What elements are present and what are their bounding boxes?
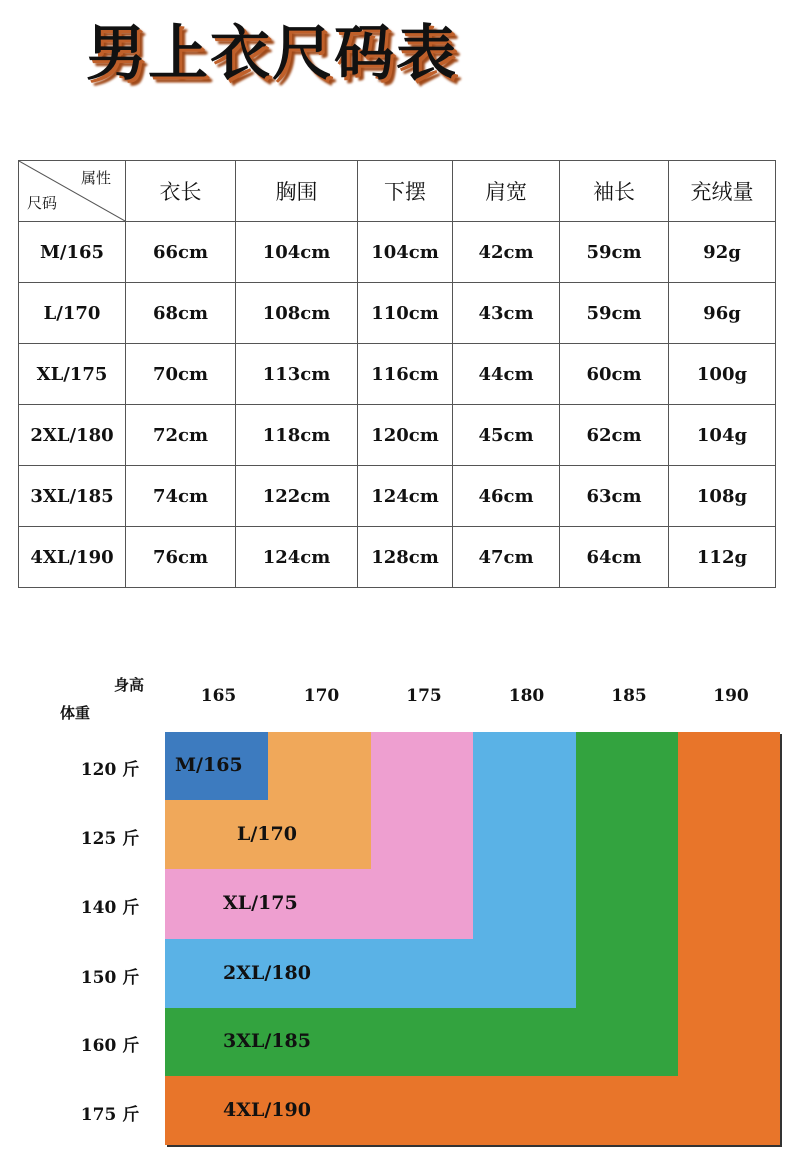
measurement-cell: 59cm (560, 222, 669, 283)
size-cell: M/165 (19, 222, 126, 283)
measurement-cell: 110cm (358, 283, 453, 344)
measurement-cell: 116cm (358, 344, 453, 405)
measurement-cell: 128cm (358, 527, 453, 588)
measurement-cell: 104cm (358, 222, 453, 283)
weight-axis-label: 体重 (60, 704, 91, 722)
column-header: 衣长 (126, 161, 236, 222)
height-axis-label: 身高 (114, 676, 145, 694)
height-tick-label: 190 (713, 686, 749, 706)
height-tick-label: 175 (406, 686, 442, 706)
measurement-cell: 104g (669, 405, 776, 466)
measurement-cell: 100g (669, 344, 776, 405)
table-row (19, 222, 776, 283)
measurement-cell: 74cm (126, 466, 236, 527)
table-row (19, 283, 776, 344)
measurement-cell: 43cm (453, 283, 560, 344)
height-tick-label: 165 (200, 686, 237, 706)
measurement-cell: 70cm (126, 344, 236, 405)
table-corner-cell (19, 161, 126, 222)
table-header-row (19, 161, 776, 222)
measurement-cell: 124cm (236, 527, 358, 588)
weight-tick-label: 175 斤 (80, 1104, 140, 1125)
size-table (18, 160, 776, 588)
column-header: 袖长 (560, 161, 669, 222)
measurement-cell: 59cm (560, 283, 669, 344)
corner-attribute-label: 属性 (80, 169, 111, 187)
size-fit-chart (0, 660, 790, 1153)
size-cell: 3XL/185 (19, 466, 126, 527)
column-header: 下摆 (358, 161, 453, 222)
measurement-cell: 108cm (236, 283, 358, 344)
measurement-cell: 63cm (560, 466, 669, 527)
measurement-cell: 60cm (560, 344, 669, 405)
column-header: 胸围 (236, 161, 358, 222)
measurement-cell: 113cm (236, 344, 358, 405)
column-header: 充绒量 (669, 161, 776, 222)
size-region-label: 4XL/190 (223, 1098, 311, 1121)
height-tick-label: 170 (303, 686, 340, 706)
measurement-cell: 42cm (453, 222, 560, 283)
weight-tick-label: 160 斤 (80, 1036, 140, 1056)
weight-tick-label: 140 斤 (80, 898, 140, 918)
size-cell: 2XL/180 (19, 405, 126, 466)
table-row (19, 344, 776, 405)
weight-tick-label: 125 斤 (80, 828, 140, 849)
measurement-cell: 45cm (453, 405, 560, 466)
height-tick-label: 180 (508, 686, 545, 706)
measurement-cell: 108g (669, 466, 776, 527)
column-header: 肩宽 (453, 161, 560, 222)
measurement-cell: 120cm (358, 405, 453, 466)
measurement-cell: 112g (669, 527, 776, 588)
table-row (19, 466, 776, 527)
size-region-label: M/165 (175, 754, 243, 776)
size-cell: XL/175 (19, 344, 126, 405)
measurement-cell: 96g (669, 283, 776, 344)
size-region-label: XL/175 (223, 892, 298, 914)
measurement-cell: 44cm (453, 344, 560, 405)
measurement-cell: 68cm (126, 283, 236, 344)
page-title: 男上衣尺码表 (86, 19, 458, 89)
measurement-cell: 62cm (560, 405, 669, 466)
weight-tick-label: 120 斤 (80, 760, 140, 780)
measurement-cell: 118cm (236, 405, 358, 466)
measurement-cell: 66cm (126, 222, 236, 283)
weight-tick-label: 150 斤 (80, 967, 140, 988)
measurement-cell: 47cm (453, 527, 560, 588)
table-row (19, 527, 776, 588)
measurement-cell: 92g (669, 222, 776, 283)
measurement-cell: 124cm (358, 466, 453, 527)
measurement-cell: 122cm (236, 466, 358, 527)
measurement-cell: 72cm (126, 405, 236, 466)
measurement-cell: 104cm (236, 222, 358, 283)
table-row (19, 405, 776, 466)
measurement-cell: 64cm (560, 527, 669, 588)
size-region-label: 2XL/180 (223, 961, 311, 984)
corner-size-label: 尺码 (27, 194, 58, 212)
size-region-label: L/170 (237, 822, 297, 845)
size-cell: 4XL/190 (19, 527, 126, 588)
measurement-cell: 46cm (453, 466, 560, 527)
height-tick-label: 185 (611, 686, 647, 706)
measurement-cell: 76cm (126, 527, 236, 588)
size-region-label: 3XL/185 (223, 1030, 311, 1052)
size-cell: L/170 (19, 283, 126, 344)
